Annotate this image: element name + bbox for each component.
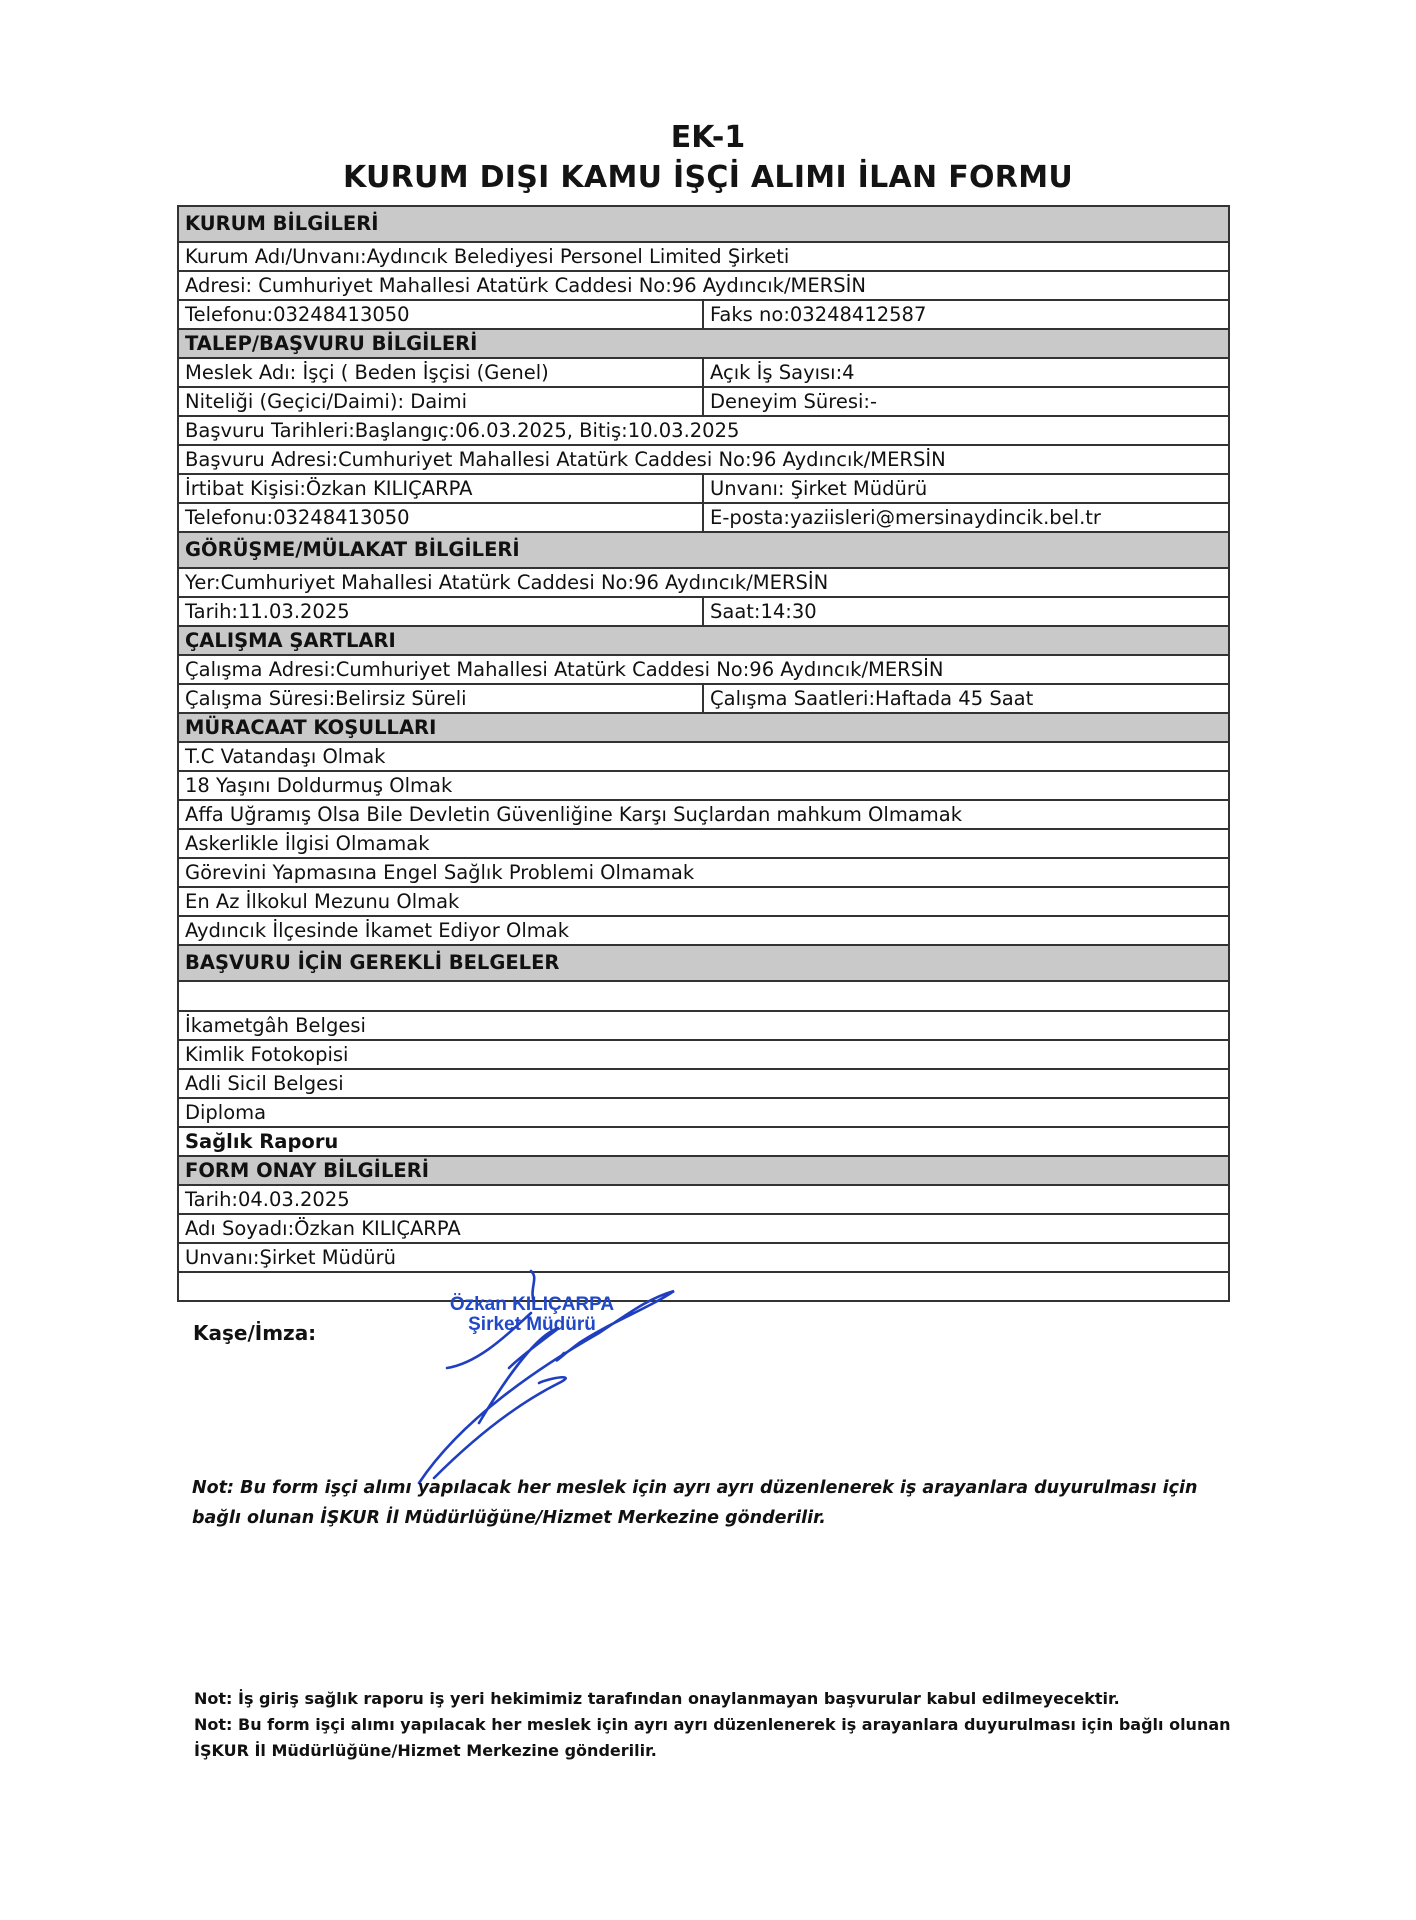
kurum-address: Adresi: Cumhuriyet Mahallesi Atatürk Caddesi No:96 Aydıncık/MERSİN: [178, 271, 1229, 300]
talep-contact: İrtibat Kişisi:Özkan KILIÇARPA: [178, 474, 703, 503]
onay-date: Tarih:04.03.2025: [178, 1185, 1229, 1214]
footnote-prefix: Not:: [192, 1478, 235, 1498]
calisma-duration: Çalışma Süresi:Belirsiz Süreli: [178, 684, 703, 713]
belge-item: İkametgâh Belgesi: [178, 1011, 1229, 1040]
signature-stroke: [419, 1271, 674, 1483]
belge-item: Diploma: [178, 1098, 1229, 1127]
stamp-line-name: Özkan KILIÇARPA: [449, 1294, 615, 1315]
gorusme-time: Saat:14:30: [703, 597, 1229, 626]
kurum-fax: Faks no:03248412587: [703, 300, 1229, 329]
kase-label: Kaşe/İmza:: [193, 1321, 317, 1345]
footnote-text: Bu form işçi alımı yapılacak her meslek için ayrı ayrı düzenlenerek iş arayanlara duyurulması için bağlı olunan İŞKUR İl Müdürlüğüne/Hizmet Merkezine gönderilir.: [192, 1478, 1198, 1528]
talep-experience: Deneyim Süresi:-: [703, 387, 1229, 416]
muracaat-item: Affa Uğramış Olsa Bile Devletin Güvenliğine Karşı Suçlardan mahkum Olmamak: [178, 800, 1229, 829]
kurum-name: Kurum Adı/Unvanı:Aydıncık Belediyesi Personel Limited Şirketi: [178, 242, 1229, 271]
section-belgeler-header: BAŞVURU İÇİN GEREKLİ BELGELER: [178, 945, 1229, 981]
section-calisma-header: ÇALIŞMA ŞARTLARI: [178, 626, 1229, 655]
muracaat-item: En Az İlkokul Mezunu Olmak: [178, 887, 1229, 916]
onay-name: Adı Soyadı:Özkan KILIÇARPA: [178, 1214, 1229, 1243]
talep-openings: Açık İş Sayısı:4: [703, 358, 1229, 387]
belge-item: Adli Sicil Belgesi: [178, 1069, 1229, 1098]
belge-item: Kimlik Fotokopisi: [178, 1040, 1229, 1069]
muracaat-item: Aydıncık İlçesinde İkamet Ediyor Olmak: [178, 916, 1229, 945]
talep-address: Başvuru Adresi:Cumhuriyet Mahallesi Atatürk Caddesi No:96 Aydıncık/MERSİN: [178, 445, 1229, 474]
talep-contact-title: Unvanı: Şirket Müdürü: [703, 474, 1229, 503]
signature-box: [178, 1272, 1229, 1345]
form-footnote: [192, 1473, 1242, 1533]
bottom-notes: [194, 1686, 1244, 1764]
calisma-hours: Çalışma Saatleri:Haftada 45 Saat: [703, 684, 1229, 713]
section-muracaat-header: MÜRACAAT KOŞULLARI: [178, 713, 1229, 742]
document-code: EK-1: [670, 120, 746, 155]
iskur-note: Not: Bu form işçi alımı yapılacak her meslek için ayrı ayrı düzenlenerek iş arayanlara duyurulması için bağlı olunan İŞKUR İl Müdürlüğüne/Hizmet Merkezine gönderilir.: [194, 1715, 1231, 1760]
belgeler-spacer: [178, 981, 1229, 1011]
gorusme-date: Tarih:11.03.2025: [178, 597, 703, 626]
talep-job: Meslek Adı: İşçi ( Beden İşçisi (Genel): [178, 358, 703, 387]
talep-dates: Başvuru Tarihleri:Başlangıç:06.03.2025, Bitiş:10.03.2025: [178, 416, 1229, 445]
stamp-line-title: Şirket Müdürü: [468, 1314, 596, 1335]
section-talep-header: TALEP/BAŞVURU BİLGİLERİ: [178, 329, 1229, 358]
talep-phone: Telefonu:03248413050: [178, 503, 703, 532]
announcement-form-table: [177, 205, 1230, 1345]
section-kurum-header: KURUM BİLGİLERİ: [178, 206, 1229, 242]
stamp-area: [179, 1273, 1230, 1391]
muracaat-item: Askerlikle İlgisi Olmamak: [178, 829, 1229, 858]
calisma-address: Çalışma Adresi:Cumhuriyet Mahallesi Atatürk Caddesi No:96 Aydıncık/MERSİN: [178, 655, 1229, 684]
belge-item: Sağlık Raporu: [178, 1127, 1229, 1156]
onay-title: Unvanı:Şirket Müdürü: [178, 1243, 1229, 1272]
kurum-phone: Telefonu:03248413050: [178, 300, 703, 329]
section-onay-header: FORM ONAY BİLGİLERİ: [178, 1156, 1229, 1185]
talep-quality: Niteliği (Geçici/Daimi): Daimi: [178, 387, 703, 416]
muracaat-item: Görevini Yapmasına Engel Sağlık Problemi Olmamak: [178, 858, 1229, 887]
talep-email: E-posta:yaziisleri@mersinaydincik.bel.tr: [703, 503, 1229, 532]
health-report-note: Not: İş giriş sağlık raporu iş yeri hekimimiz tarafından onaylanmayan başvurular kabul edilmeyecektir.: [194, 1689, 1120, 1708]
document-title: KURUM DIŞI KAMU İŞÇİ ALIMI İLAN FORMU: [342, 160, 1074, 195]
muracaat-item: T.C Vatandaşı Olmak: [178, 742, 1229, 771]
muracaat-item: 18 Yaşını Doldurmuş Olmak: [178, 771, 1229, 800]
gorusme-place: Yer:Cumhuriyet Mahallesi Atatürk Caddesi No:96 Aydıncık/MERSİN: [178, 568, 1229, 597]
section-gorusme-header: GÖRÜŞME/MÜLAKAT BİLGİLERİ: [178, 532, 1229, 568]
handwritten-signature: [179, 1273, 1230, 1493]
